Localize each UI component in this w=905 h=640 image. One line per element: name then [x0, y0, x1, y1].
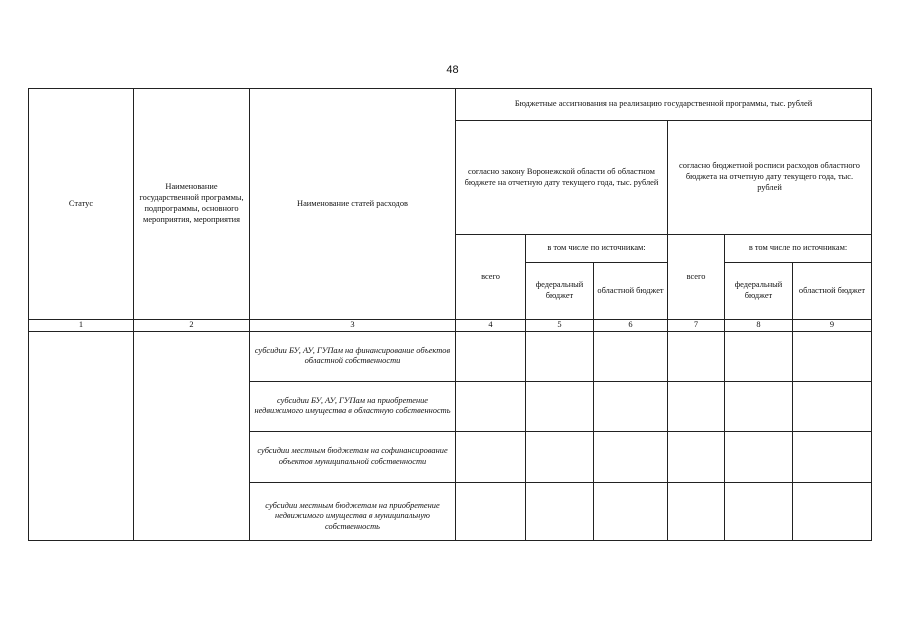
program-name-cell — [134, 331, 250, 540]
header-status: Статус — [29, 89, 134, 320]
value-cell — [725, 381, 793, 431]
header-by-law: согласно закону Воронежской области об областном бюджете на отчетную дату текущего года, тыс. рублей — [456, 121, 668, 235]
table-row — [29, 331, 872, 381]
value-cell — [668, 331, 725, 381]
column-number: 9 — [793, 320, 872, 332]
column-number: 5 — [526, 320, 594, 332]
header-by-schedule: согласно бюджетной росписи расходов областного бюджета на отчетную дату текущего года, тыс. рублей — [668, 121, 872, 235]
column-number: 1 — [29, 320, 134, 332]
value-cell — [668, 381, 725, 431]
value-cell — [725, 331, 793, 381]
value-cell — [526, 331, 594, 381]
value-cell — [526, 482, 594, 540]
status-cell — [29, 331, 134, 540]
value-cell — [793, 381, 872, 431]
expense-name-cell: субсидии БУ, АУ, ГУПам на приобретение недвижимого имущества в областную собственность — [250, 381, 456, 431]
page-number: 48 — [446, 64, 459, 76]
header-federal-law: федеральный бюджет — [526, 263, 594, 320]
value-cell — [456, 331, 526, 381]
header-sources-schedule: в том числе по источникам: — [725, 235, 872, 263]
value-cell — [793, 431, 872, 482]
value-cell — [725, 431, 793, 482]
value-cell — [594, 482, 668, 540]
value-cell — [456, 381, 526, 431]
column-number: 4 — [456, 320, 526, 332]
value-cell — [526, 431, 594, 482]
expense-name-cell: субсидии БУ, АУ, ГУПам на финансирование объектов областной собственности — [250, 331, 456, 381]
column-number: 3 — [250, 320, 456, 332]
value-cell — [594, 431, 668, 482]
value-cell — [594, 381, 668, 431]
expense-name-cell: субсидии местным бюджетам на софинансирование объектов муниципальной собственности — [250, 431, 456, 482]
value-cell — [594, 331, 668, 381]
value-cell — [456, 431, 526, 482]
value-cell — [793, 482, 872, 540]
header-program-name: Наименование государственной программы, подпрограммы, основного мероприятия, мероприятия — [134, 89, 250, 320]
budget-table — [28, 88, 872, 541]
column-number: 6 — [594, 320, 668, 332]
header-total-schedule: всего — [668, 235, 725, 320]
value-cell — [668, 431, 725, 482]
header-federal-schedule: федеральный бюджет — [725, 263, 793, 320]
header-total-law: всего — [456, 235, 526, 320]
value-cell — [725, 482, 793, 540]
header-expense-name: Наименование статей расходов — [250, 89, 456, 320]
header-sources-law: в том числе по источникам: — [526, 235, 668, 263]
column-number: 2 — [134, 320, 250, 332]
value-cell — [793, 331, 872, 381]
column-number: 7 — [668, 320, 725, 332]
column-number: 8 — [725, 320, 793, 332]
value-cell — [456, 482, 526, 540]
value-cell — [526, 381, 594, 431]
header-regional-schedule: областной бюджет — [793, 263, 872, 320]
header-regional-law: областной бюджет — [594, 263, 668, 320]
value-cell — [668, 482, 725, 540]
header-allocations: Бюджетные ассигнования на реализацию государственной программы, тыс. рублей — [456, 89, 872, 121]
expense-name-cell: субсидии местным бюджетам на приобретение недвижимого имущества в муниципальную собственность — [250, 482, 456, 540]
